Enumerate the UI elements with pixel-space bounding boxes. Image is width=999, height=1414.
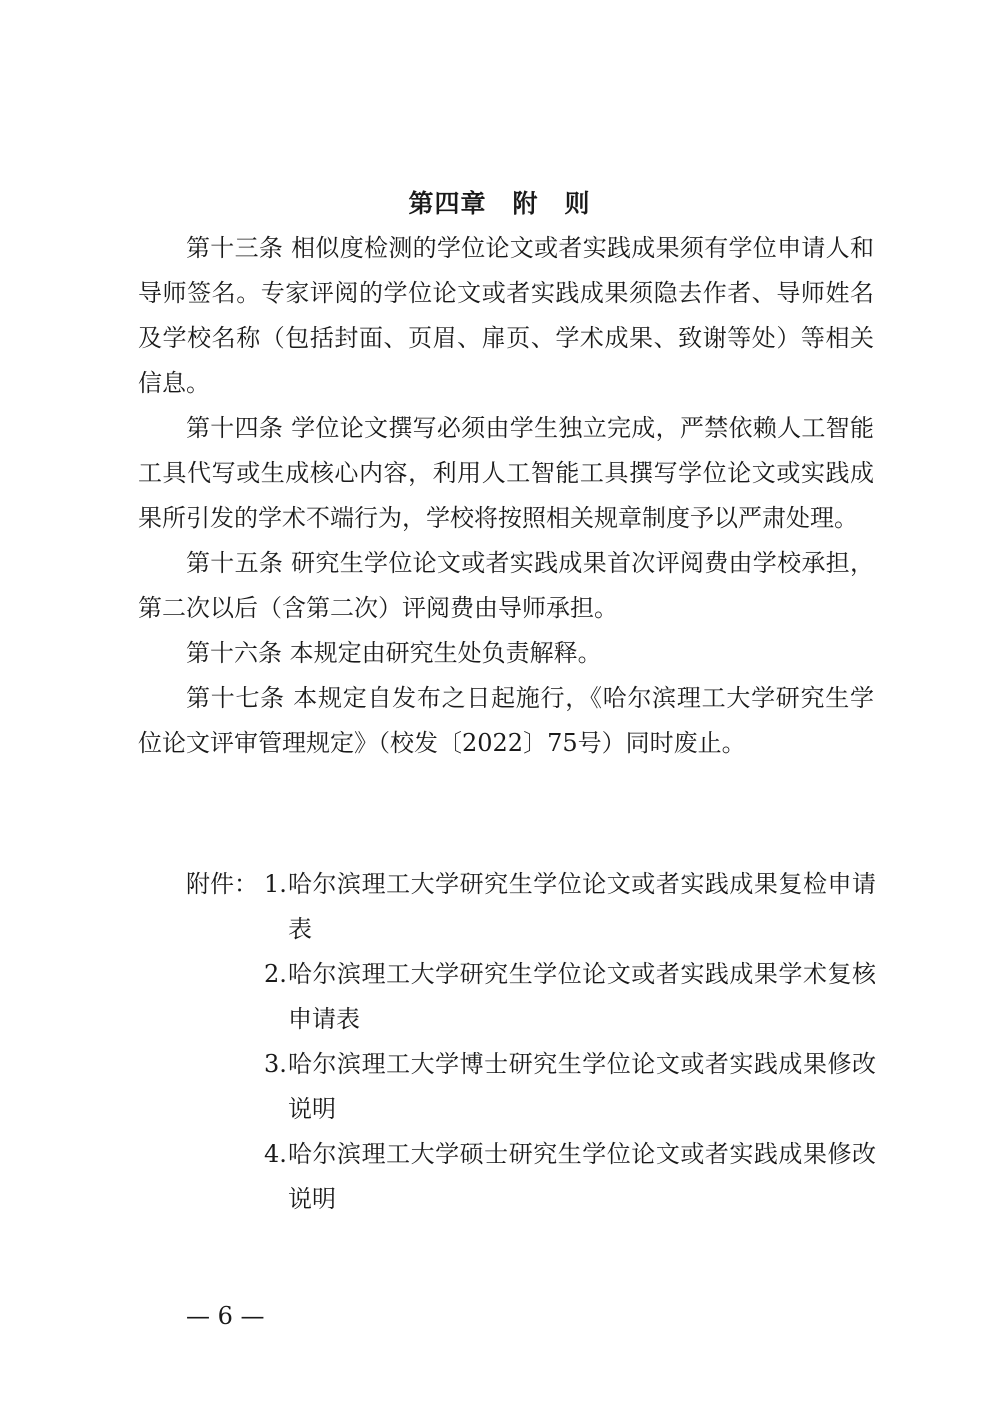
attachment-number: 3. bbox=[264, 1050, 287, 1078]
article-17: 第十七条 本规定自发布之日起施行，《哈尔滨理工大学研究生学位论文评审管理规定》（校发〔2022〕75号）同时废止。 bbox=[138, 684, 874, 757]
attachment-title: 哈尔滨理工大学硕士研究生学位论文或者实践成果修改说明 bbox=[288, 1140, 876, 1213]
attachments-section bbox=[186, 862, 876, 1222]
article-16: 第十六条 本规定由研究生处负责解释。 bbox=[186, 639, 602, 667]
attachment-title: 哈尔滨理工大学研究生学位论文或者实践成果复检申请表 bbox=[288, 870, 876, 943]
article-13: 第十三条 相似度检测的学位论文或者实践成果须有学位申请人和导师签名。专家评阅的学位论文或者实践成果须隐去作者、导师姓名及学校名称（包括封面、页眉、扉页、学术成果、致谢等处）等相关信息。 bbox=[138, 234, 874, 397]
attachment-number: 1. bbox=[264, 870, 287, 898]
chapter-heading: 第四章 附 则 bbox=[408, 189, 591, 218]
article-14: 第十四条 学位论文撰写必须由学生独立完成，严禁依赖人工智能工具代写或生成核心内容，利用人工智能工具撰写学位论文或实践成果所引发的学术不端行为，学校将按照相关规章制度予以严肃处理。 bbox=[138, 414, 874, 532]
attachment-number: 2. bbox=[264, 960, 287, 988]
attachment-item bbox=[264, 952, 876, 1042]
attachment-item bbox=[264, 862, 876, 952]
attachments-list bbox=[264, 862, 876, 1222]
article-15: 第十五条 研究生学位论文或者实践成果首次评阅费由学校承担，第二次以后（含第二次）评阅费由导师承担。 bbox=[138, 549, 874, 622]
attachment-item bbox=[264, 1132, 876, 1222]
articles-section bbox=[138, 226, 874, 766]
attachment-title: 哈尔滨理工大学博士研究生学位论文或者实践成果修改说明 bbox=[288, 1050, 876, 1123]
attachment-item bbox=[264, 1042, 876, 1132]
page-number: — 6 — bbox=[186, 1302, 265, 1330]
attachments-label: 附件： bbox=[186, 870, 258, 898]
attachment-title: 哈尔滨理工大学研究生学位论文或者实践成果学术复核申请表 bbox=[288, 960, 876, 1033]
attachment-number: 4. bbox=[264, 1140, 287, 1168]
